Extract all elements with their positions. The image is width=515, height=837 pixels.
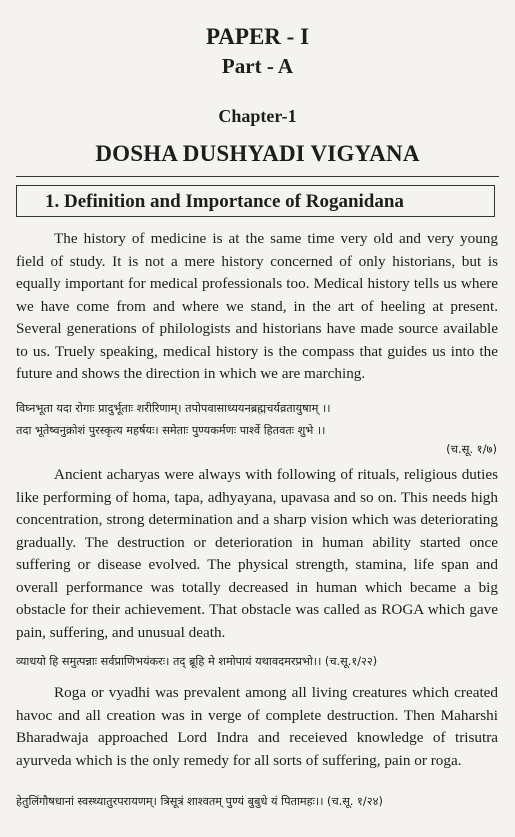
paragraph-2: Ancient acharyas were always with following of rituals, religious duties like performing of homa, tapa, adhyayana, upavasa and so on. This needs high concentration, strong determination and a sharp vision which was deteriorating gradually. The destruction or deterioration in human ability started once suffering or disease evolved. The physical strength, stamina, life span and overall performance was totally decreased in human which became a big obstacle for their achievement. That obstacle was called as ROGA which gave pain, suffering, and unusual death. [16,466,498,641]
paper-heading: PAPER - I [205,24,310,49]
section-heading-box: 1. Definition and Importance of Roganidana [16,185,495,217]
sloka-1-line-1: विघ्नभूता यदा रोगाः प्रादुर्भूताः शरीरिणाम्। तपोपवासाध्ययनब्रह्मचर्यव्रतायुषाम् ।। [16,402,331,415]
paragraph-1: The history of medicine is at the same time very old and very young field of study. It is not a mere history concerned of only historians, but is equally important for medical professionals too. Medical history tells us where we have come from and where we stand, in the art of heeling at present. Several generations of philologists and historians have made source available to us. Truely speaking, medical history is the compass that guides us into the future and shows the direction in which we are marching. [16,230,498,382]
sloka-1-reference: (च.सू. १/७) [446,442,497,456]
paragraph-3: Roga or vyadhi was prevalent among all living creatures which created havoc and all creation was in verge of complete destruction. Then Maharshi Bharadwaja approached Lord Indra and receieved knowledge of trisutra ayurveda which is the only remedy for all sorts of suffering, pain or roga. [16,684,498,769]
sloka-2: व्याधयो हि समुत्पन्नाः सर्वप्राणिभयंकरः। तद् ब्रूहि मे शमोपायं यथावदमरप्रभो।। (च.सू.१/२२) [16,655,378,668]
sloka-3: हेतुलिंगौषधानां स्वस्थ्यातुरपरायणम्। त्रिसूत्रं शाश्वतम् पुण्यं बुबुधे यं पितामहः।। (च.सू. १/२४) [16,795,383,808]
title-divider [16,176,499,177]
sloka-1-line-2: तदा भूतेष्वनुक्रोशं पुरस्कृत्य महर्षयः। समेताः पुण्यकर्मणः पार्श्वे हितवतः शुभे ।। [16,424,326,437]
chapter-title: DOSHA DUSHYADI VIGYANA [95,141,420,166]
part-heading: Part - A [221,54,294,78]
chapter-number: Chapter-1 [218,106,297,126]
